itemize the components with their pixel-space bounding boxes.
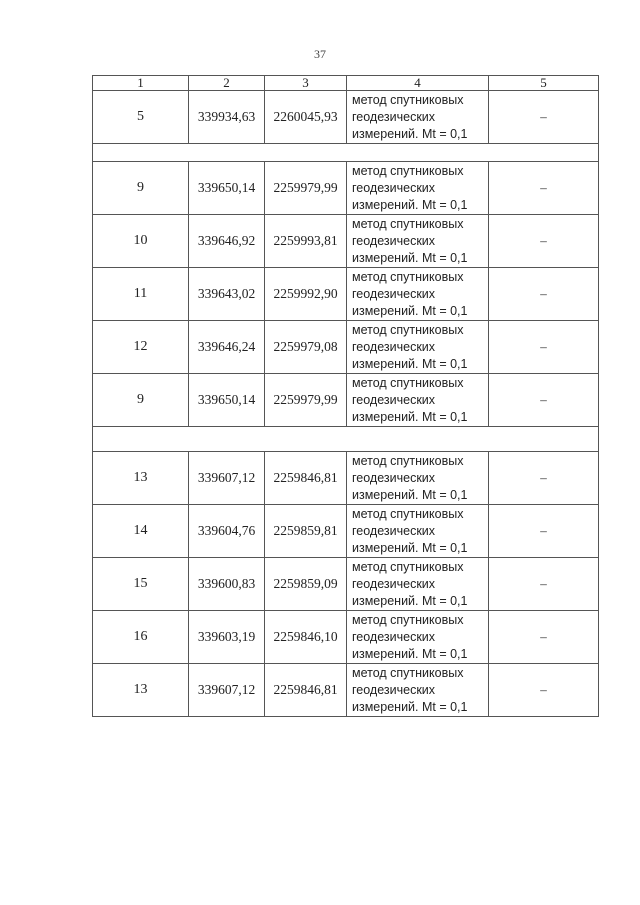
point-number-cell: 9	[93, 374, 189, 427]
x-coordinate-cell: 339607,12	[189, 452, 265, 505]
point-number-cell: 15	[93, 558, 189, 611]
y-coordinate-cell: 2259993,81	[265, 215, 347, 268]
method-cell	[347, 664, 489, 717]
x-coordinate-cell: 339643,02	[189, 268, 265, 321]
method-line: геодезических	[352, 109, 436, 124]
point-number-cell: 5	[93, 91, 189, 144]
note-cell: –	[489, 558, 599, 611]
method-line: метод спутниковых	[352, 665, 464, 680]
table-row	[93, 664, 599, 717]
point-number-cell: 12	[93, 321, 189, 374]
method-line: измерений. Mt = 0,1	[352, 250, 468, 265]
method-line: измерений. Mt = 0,1	[352, 540, 468, 555]
table-row	[93, 91, 599, 144]
method-cell	[347, 91, 489, 144]
x-coordinate-cell: 339607,12	[189, 664, 265, 717]
point-number-cell: 11	[93, 268, 189, 321]
table-row	[93, 215, 599, 268]
point-number-cell: 13	[93, 452, 189, 505]
note-cell: –	[489, 91, 599, 144]
point-number-cell: 13	[93, 664, 189, 717]
method-line: измерений. Mt = 0,1	[352, 646, 468, 661]
page-number: 37	[314, 47, 326, 61]
method-line: геодезических	[352, 470, 436, 485]
method-line: геодезических	[352, 523, 436, 538]
y-coordinate-cell: 2259846,81	[265, 664, 347, 717]
method-line: измерений. Mt = 0,1	[352, 593, 468, 608]
method-line: метод спутниковых	[352, 322, 464, 337]
separator-cell	[93, 144, 599, 162]
method-cell	[347, 611, 489, 664]
column-header: 4	[347, 76, 489, 91]
method-cell	[347, 558, 489, 611]
note-cell: –	[489, 664, 599, 717]
table-row	[93, 558, 599, 611]
method-line: измерений. Mt = 0,1	[352, 126, 468, 141]
x-coordinate-cell: 339646,92	[189, 215, 265, 268]
table-separator-row	[93, 427, 599, 452]
method-cell	[347, 215, 489, 268]
method-line: измерений. Mt = 0,1	[352, 303, 468, 318]
column-header: 1	[93, 76, 189, 91]
method-cell	[347, 321, 489, 374]
point-number-cell: 16	[93, 611, 189, 664]
separator-cell	[93, 427, 599, 452]
table-row	[93, 505, 599, 558]
method-line: измерений. Mt = 0,1	[352, 356, 468, 371]
method-line: геодезических	[352, 286, 436, 301]
x-coordinate-cell: 339650,14	[189, 162, 265, 215]
method-line: метод спутниковых	[352, 269, 464, 284]
method-line: геодезических	[352, 233, 436, 248]
y-coordinate-cell: 2259979,99	[265, 374, 347, 427]
method-line: геодезических	[352, 392, 436, 407]
table-row	[93, 611, 599, 664]
note-cell: –	[489, 374, 599, 427]
x-coordinate-cell: 339600,83	[189, 558, 265, 611]
method-line: метод спутниковых	[352, 453, 464, 468]
method-line: метод спутниковых	[352, 506, 464, 521]
note-cell: –	[489, 321, 599, 374]
table-row	[93, 268, 599, 321]
method-line: измерений. Mt = 0,1	[352, 487, 468, 502]
note-cell: –	[489, 452, 599, 505]
y-coordinate-cell: 2260045,93	[265, 91, 347, 144]
method-line: метод спутниковых	[352, 216, 464, 231]
method-cell	[347, 268, 489, 321]
method-line: измерений. Mt = 0,1	[352, 699, 468, 714]
x-coordinate-cell: 339603,19	[189, 611, 265, 664]
method-line: метод спутниковых	[352, 163, 464, 178]
column-header: 3	[265, 76, 347, 91]
column-header: 5	[489, 76, 599, 91]
method-line: геодезических	[352, 339, 436, 354]
point-number-cell: 10	[93, 215, 189, 268]
method-line: геодезических	[352, 629, 436, 644]
y-coordinate-cell: 2259846,10	[265, 611, 347, 664]
point-number-cell: 14	[93, 505, 189, 558]
table-header-row	[93, 76, 599, 91]
y-coordinate-cell: 2259859,09	[265, 558, 347, 611]
table-row	[93, 374, 599, 427]
column-header: 2	[189, 76, 265, 91]
x-coordinate-cell: 339934,63	[189, 91, 265, 144]
y-coordinate-cell: 2259859,81	[265, 505, 347, 558]
point-number-cell: 9	[93, 162, 189, 215]
y-coordinate-cell: 2259846,81	[265, 452, 347, 505]
x-coordinate-cell: 339646,24	[189, 321, 265, 374]
method-line: геодезических	[352, 180, 436, 195]
note-cell: –	[489, 215, 599, 268]
method-cell	[347, 505, 489, 558]
method-line: метод спутниковых	[352, 375, 464, 390]
method-line: метод спутниковых	[352, 612, 464, 627]
note-cell: –	[489, 505, 599, 558]
method-line: геодезических	[352, 682, 436, 697]
note-cell: –	[489, 611, 599, 664]
x-coordinate-cell: 339604,76	[189, 505, 265, 558]
method-cell	[347, 452, 489, 505]
y-coordinate-cell: 2259992,90	[265, 268, 347, 321]
coordinates-table	[92, 75, 599, 717]
method-cell	[347, 374, 489, 427]
x-coordinate-cell: 339650,14	[189, 374, 265, 427]
method-line: метод спутниковых	[352, 559, 464, 574]
method-line: измерений. Mt = 0,1	[352, 197, 468, 212]
table-row	[93, 162, 599, 215]
method-line: метод спутниковых	[352, 92, 464, 107]
method-cell	[347, 162, 489, 215]
y-coordinate-cell: 2259979,99	[265, 162, 347, 215]
note-cell: –	[489, 268, 599, 321]
table-separator-row	[93, 144, 599, 162]
note-cell: –	[489, 162, 599, 215]
method-line: измерений. Mt = 0,1	[352, 409, 468, 424]
table-row	[93, 452, 599, 505]
method-line: геодезических	[352, 576, 436, 591]
y-coordinate-cell: 2259979,08	[265, 321, 347, 374]
table-row	[93, 321, 599, 374]
